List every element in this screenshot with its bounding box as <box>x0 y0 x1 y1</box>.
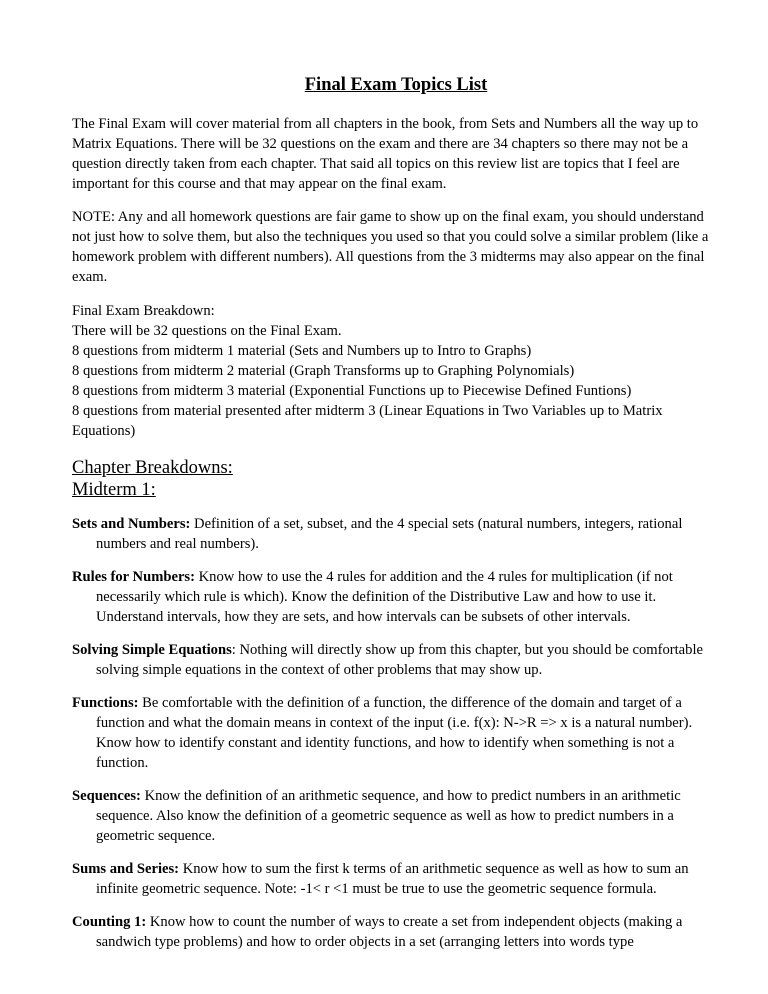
topic-description: : Nothing will directly show up from this chapter, but you should be comfortable solving simple equations in the context of other problems that may show up. <box>96 642 703 678</box>
topic-item <box>72 786 720 846</box>
topic-item <box>72 640 720 680</box>
page-title: Final Exam Topics List <box>304 75 488 95</box>
exam-breakdown-line: There will be 32 questions on the Final Exam. <box>72 323 342 339</box>
topic-name: Solving Simple Equations <box>72 642 232 658</box>
midterm1-heading: Midterm 1: <box>72 480 156 500</box>
topic-name: Sums and Series: <box>72 861 180 877</box>
topic-description: Know the definition of an arithmetic sequence, and how to predict numbers in an arithmetic sequence. Also know the definition of a geometric sequence as well as how to predict numbers in a geometric sequence. <box>96 788 681 844</box>
exam-breakdown-line: 8 questions from material presented after midterm 3 (Linear Equations in Two Variables up to Matrix Equations) <box>72 403 663 439</box>
topic-item <box>72 567 720 627</box>
topic-item <box>72 912 720 952</box>
topic-description: Know how to sum the first k terms of an arithmetic sequence as well as how to sum an infinite geometric sequence. Note: -1< r <1 must be true to use the geometric sequence formula. <box>96 861 689 897</box>
exam-breakdown <box>72 301 720 441</box>
intro-paragraph: The Final Exam will cover material from all chapters in the book, from Sets and Numbers all the way up to Matrix Equations. There will be 32 questions on the exam and there are 34 chapters so there may not be a question directly taken from each chapter. That said all topics on this review list are topics that I feel are important for this course and that may appear on the final exam. <box>72 116 699 192</box>
topic-name: Functions: <box>72 695 139 711</box>
exam-breakdown-line: 8 questions from midterm 1 material (Sets and Numbers up to Intro to Graphs) <box>72 343 532 359</box>
topic-item <box>72 859 720 899</box>
exam-breakdown-line: 8 questions from midterm 3 material (Exponential Functions up to Piecewise Defined Funtions) <box>72 383 632 399</box>
chapter-breakdowns-heading: Chapter Breakdowns: <box>72 458 233 478</box>
topic-description: Know how to use the 4 rules for addition and the 4 rules for multiplication (if not necessarily which rule is which). Know the definition of the Distributive Law and how to use it. Understand intervals, how they are sets, and how intervals can be subsets of other intervals. <box>96 569 673 625</box>
note-paragraph: NOTE: Any and all homework questions are fair game to show up on the final exam, you should understand not just how to solve them, but also the techniques you used so that you could solve a similar problem (like a homework problem with different numbers). All questions from the 3 midterms may also appear on the final exam. <box>72 209 709 285</box>
topic-description: Be comfortable with the definition of a function, the difference of the domain and target of a function and what the domain means in context of the input (i.e. f(x): N->R => x is a natural number). Know how to identify constant and identity functions, and how to identify when something is not a function. <box>96 695 693 771</box>
topic-name: Counting 1: <box>72 914 147 930</box>
topic-description: Definition of a set, subset, and the 4 special sets (natural numbers, integers, rational numbers and real numbers). <box>96 516 683 552</box>
topic-item <box>72 693 720 773</box>
topic-name: Sets and Numbers: <box>72 516 191 532</box>
topic-name: Rules for Numbers: <box>72 569 195 585</box>
exam-breakdown-heading: Final Exam Breakdown: <box>72 303 215 319</box>
topic-description: Know how to count the number of ways to create a set from independent objects (making a sandwich type problems) and how to order objects in a set (arranging letters into words type <box>96 914 683 950</box>
topic-item <box>72 514 720 554</box>
topic-name: Sequences: <box>72 788 141 804</box>
exam-breakdown-line: 8 questions from midterm 2 material (Graph Transforms up to Graphing Polynomials) <box>72 363 575 379</box>
